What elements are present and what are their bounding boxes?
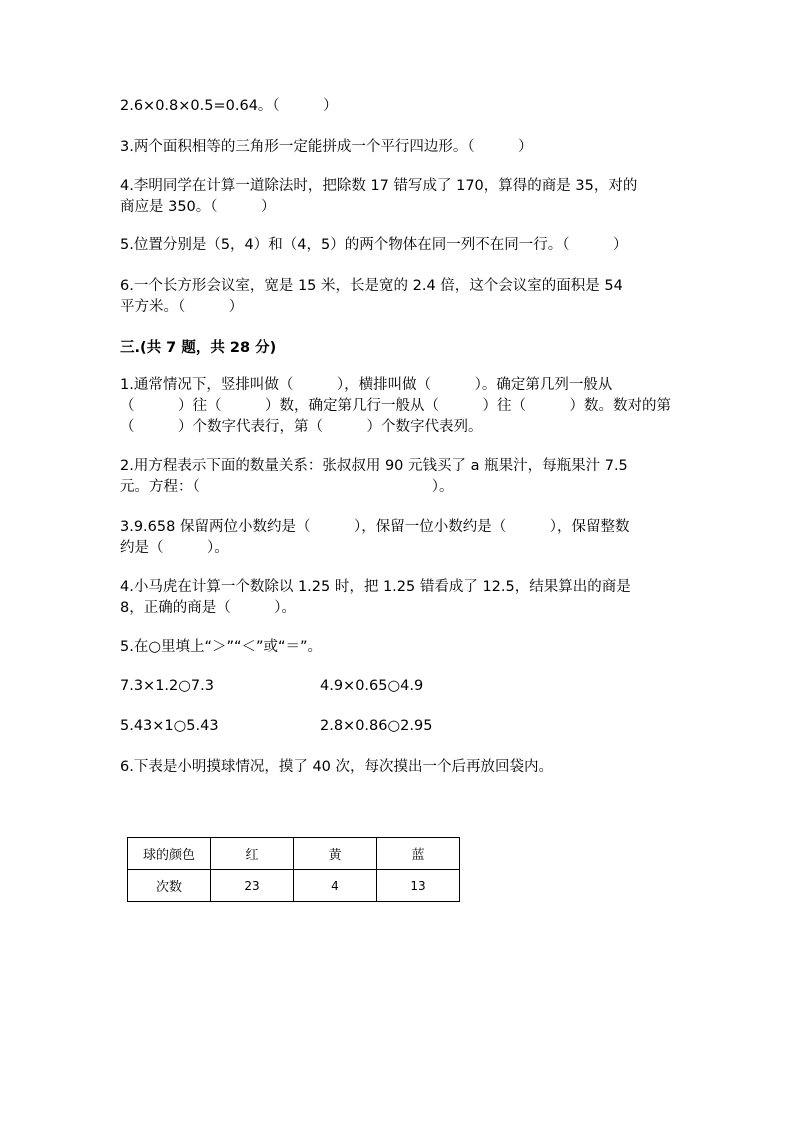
table-header-cell: 球的颜色: [128, 838, 211, 870]
table-header-cell: 红: [211, 838, 294, 870]
question-2-6-line-2: 平方米。（ ）: [120, 299, 244, 315]
question-3-3-line-2: 约是（ ）。: [120, 540, 229, 556]
question-3-2-line-1: 2.用方程表示下面的数量关系：张叔叔用 90 元钱买了 a 瓶果汁，每瓶果汁 7.5: [120, 458, 628, 474]
question-2-2: 2.6×0.8×0.5=0.64。（ ）: [120, 98, 338, 114]
question-3-2-line-2: 元。方程：（ ）。: [120, 479, 454, 495]
question-3-3-line-1: 3.9.658 保留两位小数约是（ ），保留一位小数约是（ ），保留整数: [120, 519, 630, 535]
table-row: [128, 870, 460, 902]
table-cell: 23: [211, 870, 294, 902]
question-3-1-line-3: （ ）个数字代表行，第（ ）个数字代表列。: [120, 419, 483, 435]
table-row-label: 次数: [128, 870, 211, 902]
ball-draw-table: [127, 837, 460, 902]
table-header-cell: 蓝: [377, 838, 460, 870]
compare-item: 5.43×1○5.43: [120, 718, 219, 734]
table-cell: 13: [377, 870, 460, 902]
table-header-row: [128, 838, 460, 870]
question-3-6: 6.下表是小明摸球情况，摸了 40 次，每次摸出一个后再放回袋内。: [120, 759, 554, 775]
compare-item: 2.8×0.86○2.95: [320, 718, 433, 734]
question-2-5: 5.位置分别是（5，4）和（4，5）的两个物体在同一列不在同一行。（ ）: [120, 237, 628, 253]
compare-item: 4.9×0.65○4.9: [320, 678, 424, 694]
question-3-4-line-2: 8，正确的商是（ ）。: [120, 600, 296, 616]
question-3-5: 5.在○里填上“＞”“＜”或“＝”。: [120, 639, 323, 655]
section-3-heading: 三.(共 7 题，共 28 分): [120, 340, 277, 356]
question-3-1-line-2: （ ）往（ ）数，确定第几行一般从（ ）往（ ）数。数对的第: [120, 398, 671, 414]
table-header-cell: 黄: [294, 838, 377, 870]
compare-item: 7.3×1.2○7.3: [120, 678, 214, 694]
question-2-3: 3.两个面积相等的三角形一定能拼成一个平行四边形。（ ）: [120, 139, 533, 155]
question-3-1-line-1: 1.通常情况下，竖排叫做（ ），横排叫做（ ）。确定第几列一般从: [120, 377, 613, 393]
question-2-4-line-1: 4.李明同学在计算一道除法时，把除数 17 错写成了 170，算得的商是 35，对的: [120, 178, 638, 194]
question-2-6-line-1: 6.一个长方形会议室，宽是 15 米，长是宽的 2.4 倍，这个会议室的面积是 54: [120, 278, 623, 294]
question-2-4-line-2: 商应是 350。（ ）: [120, 199, 276, 215]
question-3-4-line-1: 4.小马虎在计算一个数除以 1.25 时，把 1.25 错看成了 12.5，结果算出的商是: [120, 579, 631, 595]
table-cell: 4: [294, 870, 377, 902]
